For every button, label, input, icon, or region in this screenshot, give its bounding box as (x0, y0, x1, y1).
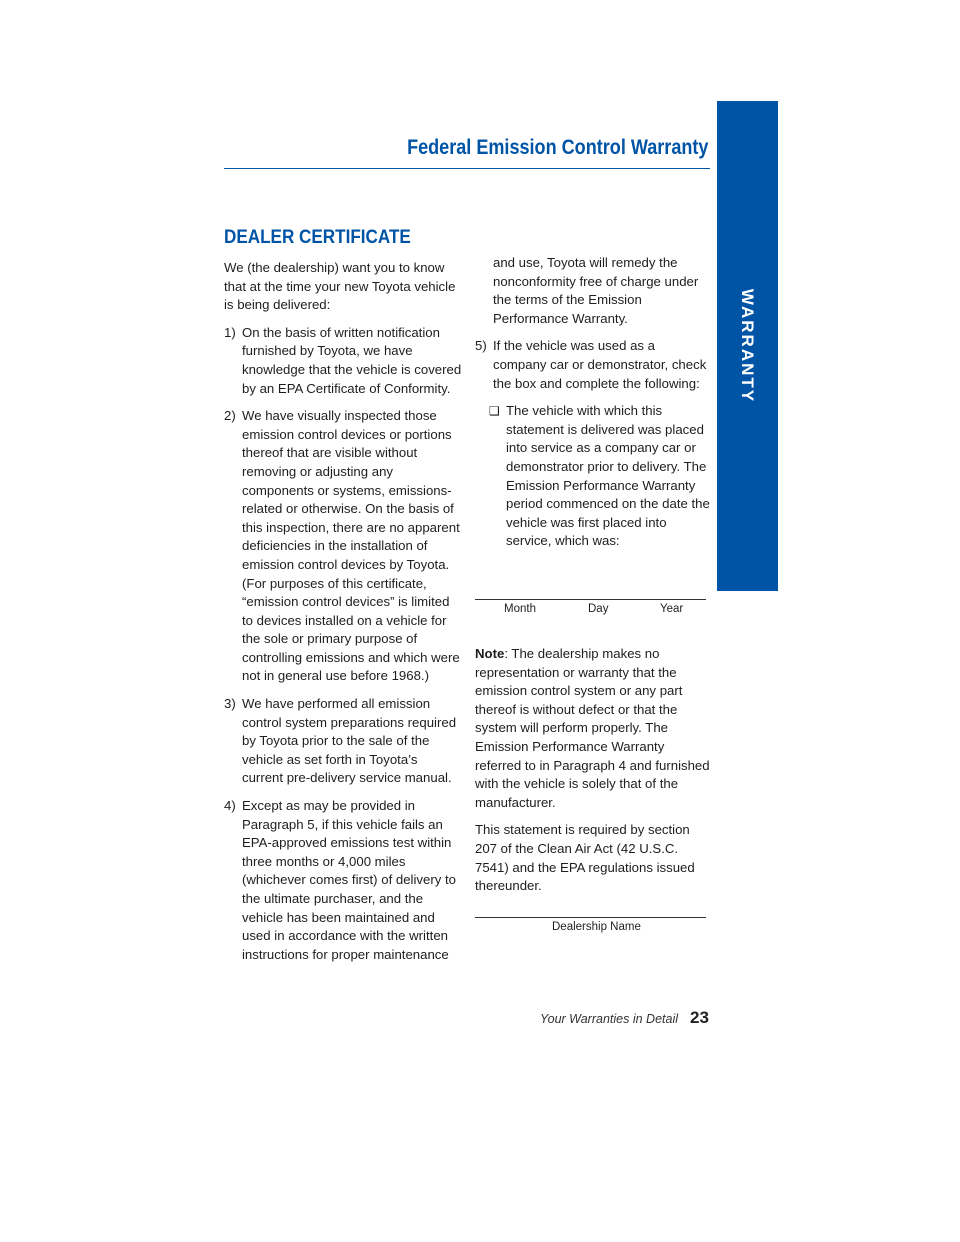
list-item (224, 695, 462, 788)
month-label: Month (504, 603, 536, 615)
item-number: 4) (224, 798, 236, 814)
section-title: DEALER CERTIFICATE (224, 227, 411, 248)
item-text: Except as may be provided in Paragraph 5, if this vehicle fails an EPA-approved emissions test within three months or 4,000 miles (whichever comes first) of delivery to the ultimate purchaser, and the vehicle has been maintained and used in accordance with the written instructions for proper maintenance (242, 798, 456, 962)
checkbox-icon[interactable]: ❑ (489, 404, 500, 419)
note-paragraph (475, 645, 711, 812)
dealership-signature-line[interactable] (475, 917, 706, 918)
item-text: On the basis of written notification furnished by Toyota, we have knowledge that the vehicle is covered by an EPA Certificate of Conformity. (242, 324, 462, 396)
note-text: : The dealership makes no representation or warranty that the emission control system or any part thereof is without defect or that the system will perform properly. The Emission Performance Warranty referred to in Paragraph 4 and furnished with the vehicle is solely that of the manufacturer. (475, 646, 710, 810)
statement-paragraph: This statement is required by section 207 of the Clean Air Act (42 U.S.C. 7541) and the EPA regulations issued thereunder. (475, 822, 695, 894)
list-item (224, 797, 462, 964)
footer-label: Your Warranties in Detail (539, 1012, 678, 1026)
intro-paragraph: We (the dealership) want you to know that at the time your new Toyota vehicle is being delivered: (224, 260, 456, 313)
item-number: 2) (224, 408, 236, 424)
side-tab (717, 101, 778, 591)
date-signature-line[interactable] (475, 599, 706, 600)
company-car-checkbox-row (475, 402, 711, 551)
list-item (224, 407, 462, 686)
header-divider (224, 168, 710, 169)
list-item (475, 337, 711, 393)
item4-continued: and use, Toyota will remedy the nonconformity free of charge under the terms of the Emission Performance Warranty. (493, 255, 699, 326)
page-number: 23 (690, 1008, 709, 1027)
checkbox-text: The vehicle with which this statement is delivered was placed into service as a company car or demonstrator prior to delivery. The Emission Performance Warranty period commenced on the date the vehicle was first placed into service, which was: (506, 403, 710, 549)
day-label: Day (588, 603, 609, 615)
item-number: 1) (224, 324, 236, 340)
side-tab-label: WARRANTY (738, 288, 757, 404)
left-column (224, 226, 462, 973)
right-column (475, 254, 711, 560)
list-item (224, 324, 462, 398)
dealership-name-label: Dealership Name (552, 921, 641, 933)
item-text: If the vehicle was used as a company car or demonstrator, check the box and complete the following: (493, 338, 707, 391)
item-text: We have performed all emission control system preparations required by Toyota prior to the sale of the vehicle as set forth in Toyota’s current pre-delivery service manual. (242, 696, 457, 786)
year-label: Year (660, 603, 684, 615)
page-title: Federal Emission Control Warranty (406, 136, 708, 159)
note-block (475, 645, 711, 905)
item-text: We have visually inspected those emission control devices or portions thereof that are visible without removing or adjusting any components or systems, emissions-related or otherwise. On the basis of this inspection, there are no apparent deficiencies in the installation of emission control devices by Toyota. (For purposes of this certificate, “emission control devices” is limited to devices installed on a vehicle for the sole or primary purpose of controlling emissions and which were not in general use before 1968.) (242, 408, 460, 684)
item-number: 3) (224, 696, 236, 712)
note-label: Note (475, 646, 505, 661)
item-number: 5) (475, 338, 487, 354)
